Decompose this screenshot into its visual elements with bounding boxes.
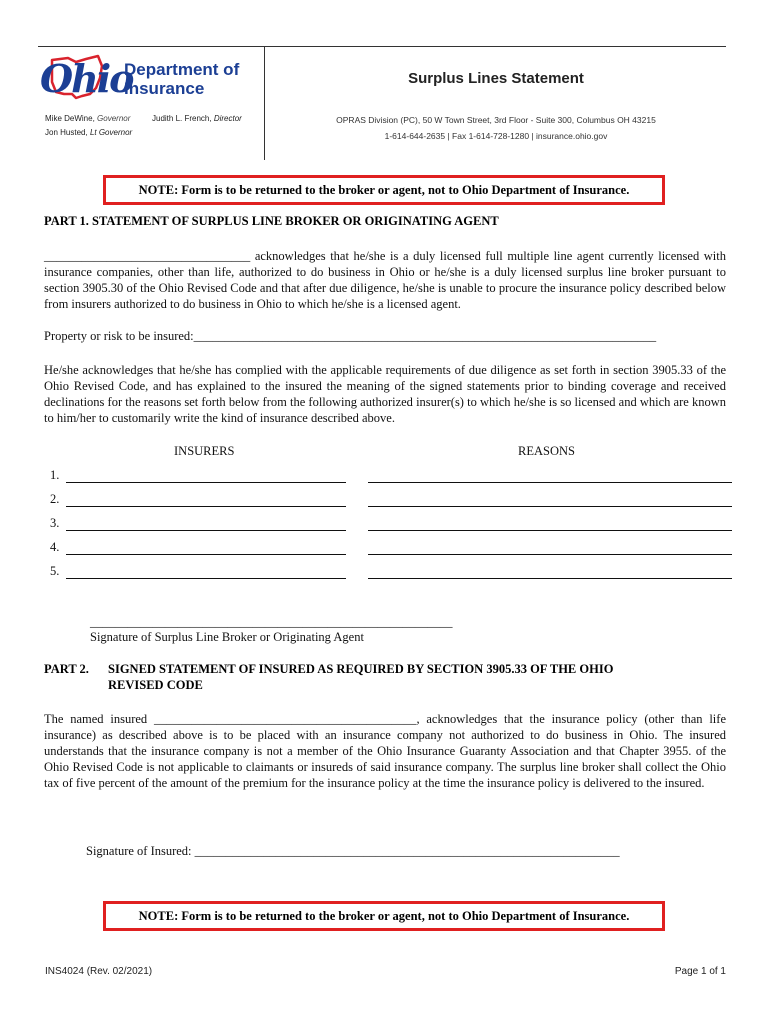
part1-heading: PART 1. STATEMENT OF SURPLUS LINE BROKER OR ORIGINATING AGENT <box>44 214 499 228</box>
insurer-row-number: 1. <box>50 468 60 482</box>
director-title: Director <box>213 114 242 123</box>
header-top-rule <box>38 46 726 47</box>
property-risk-field[interactable]: Property or risk to be insured:__________________________________________________________________________ <box>44 329 657 343</box>
ohio-doi-logo <box>40 54 260 110</box>
part1-due-diligence: He/she acknowledges that he/she has complied with the applicable requirements of due diligence as set forth in section 3905.33 of the Ohio Revised Code, and has explained to the insured the meaning of the signed statements prior to binding coverage and received declinations for the reasons set forth below from the following authorized insurer(s) to which he/she is so licensed and which are known to him/her to customarily write the kind of insurance described above. <box>44 363 726 425</box>
insurer-row-number: 3. <box>50 516 60 530</box>
part2-insured-statement[interactable]: The named insured __________________________________________, acknowledges that the insurance policy (other than life insurance) as described above is to be placed with an insurance company not authorized to do business in Ohio. The insured understands that the insurance company is not a member of the Ohio Insurance Guaranty Association and that Chapter 3955. of the Ohio Revised Code is not applicable to claimants or insureds of said insurance company. The surplus line broker shall collect the Ohio tax of five percent of the amount of the premium for the insurance policy at the time the insurance policy is delivered to the insured. <box>44 712 726 790</box>
return-notice-bottom: NOTE: Form is to be returned to the broker or agent, not to Ohio Department of Insurance. <box>103 901 665 931</box>
form-title: Surplus Lines Statement <box>408 70 584 87</box>
broker-signature-field[interactable]: __________________________________________________________ <box>90 615 453 629</box>
governor-name: Mike DeWine, <box>45 114 95 123</box>
part2-heading-number: PART 2. <box>44 662 89 676</box>
office-address: OPRAS Division (PC), 50 W Town Street, 3rd Floor - Suite 300, Columbus OH 43215 <box>336 115 656 125</box>
office-contact: 1-614-644-2635 | Fax 1-614-728-1280 | insurance.ohio.gov <box>384 131 608 141</box>
reason-5-field[interactable] <box>368 578 732 579</box>
department-name-line2: Insurance <box>124 79 205 98</box>
page-number: Page 1 of 1 <box>674 966 726 977</box>
insurer-row-number: 4. <box>50 540 60 554</box>
insurer-5-field[interactable] <box>66 578 346 579</box>
insurer-3-field[interactable] <box>66 530 346 531</box>
insurer-1-field[interactable] <box>66 482 346 483</box>
department-name-line1: Department of <box>124 60 240 79</box>
insured-signature-field[interactable]: Signature of Insured: ____________________________________________________________________ <box>86 844 620 858</box>
return-notice-top: NOTE: Form is to be returned to the broker or agent, not to Ohio Department of Insurance. <box>103 175 665 205</box>
insurer-4-field[interactable] <box>66 554 346 555</box>
header-divider <box>264 46 265 160</box>
part2-heading-line1: SIGNED STATEMENT OF INSURED AS REQUIRED BY SECTION 3905.33 OF THE OHIO <box>108 662 614 676</box>
insurers-column-header: INSURERS <box>174 444 235 458</box>
logo-wordmark: Ohio <box>40 56 133 101</box>
part2-heading-line2: REVISED CODE <box>108 678 203 692</box>
form-id: INS4024 (Rev. 02/2021) <box>45 966 153 977</box>
reason-2-field[interactable] <box>368 506 732 507</box>
reason-4-field[interactable] <box>368 554 732 555</box>
reasons-column-header: REASONS <box>518 444 575 458</box>
governor-title: Governor <box>97 114 131 123</box>
lt-governor-title: Lt Governor <box>89 128 133 137</box>
reason-3-field[interactable] <box>368 530 732 531</box>
governor <box>45 114 130 123</box>
insurer-row-number: 2. <box>50 492 60 506</box>
broker-signature-label: Signature of Surplus Line Broker or Originating Agent <box>90 630 364 644</box>
insurer-2-field[interactable] <box>66 506 346 507</box>
insurer-row-number: 5. <box>50 564 60 578</box>
lt-governor-name: Jon Husted, <box>45 128 88 137</box>
director <box>152 114 242 123</box>
department-name <box>124 60 239 98</box>
director-name: Judith L. French, <box>152 114 212 123</box>
lt-governor <box>45 128 132 137</box>
part1-acknowledgement[interactable]: _________________________________ acknowledges that he/she is a duly licensed full multiple line agent currently licensed with insurance companies, other than life, authorized to do business in Ohio or he/she is a duly licensed surplus line broker pursuant to section 3905.30 of the Ohio Revised Code and that after due diligence, he/she is unable to procure the insurance policy described below from insurers authorized to do business in Ohio to which he/she is a licensed agent. <box>44 249 726 311</box>
reason-1-field[interactable] <box>368 482 732 483</box>
